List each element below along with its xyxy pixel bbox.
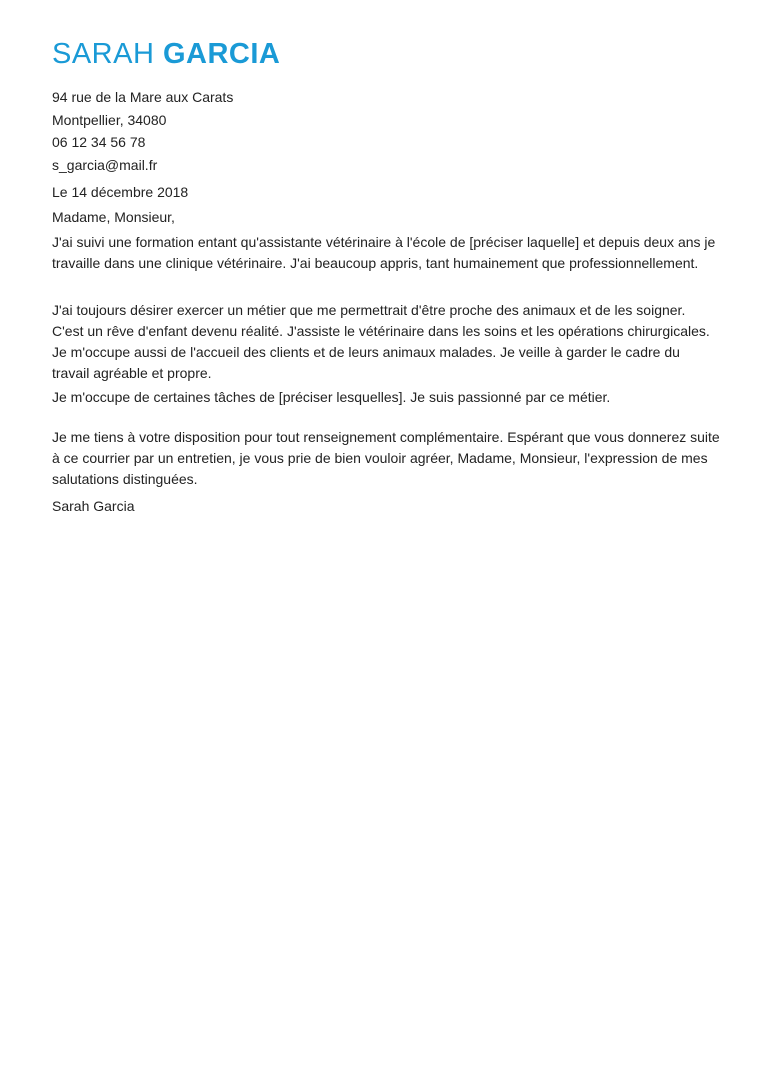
sender-city: Montpellier, 34080 (52, 111, 167, 128)
sender-email: s_garcia@mail.fr (52, 156, 158, 173)
letter-closing-paragraph: Je me tiens à votre disposition pour tout renseignement complémentaire. Espérant que vous donnerez suite à ce courrier par un entretien, je vous prie de bien vouloir agréer, Madame, Monsieur, l'expression de mes salutations distinguées. (52, 429, 720, 487)
letter-salutation: Madame, Monsieur, (52, 209, 175, 225)
letter-paragraph: Je m'occupe de certaines tâches de [préciser lesquelles]. Je suis passionné par ce métier. (52, 389, 611, 405)
sender-first-name: SARAH (52, 38, 155, 70)
letter-paragraph: J'ai toujours désirer exercer un métier que me permettrait d'être proche des animaux et de les soigner. C'est un rêve d'enfant devenu réalité. J'assiste le vétérinaire dans les soins et les opérations chirurgicales. Je m'occupe aussi de l'accueil des clients et de leurs animaux malades. Je veille à garder le cadre du travail agréable et propre. (52, 302, 710, 381)
sender-name-heading (52, 38, 280, 70)
sender-phone: 06 12 34 56 78 (52, 134, 146, 150)
letter-paragraph: J'ai suivi une formation entant qu'assistante vétérinaire à l'école de [préciser laquelle] et depuis deux ans je travaille dans une clinique vétérinaire. J'ai beaucoup appris, tant humainement que professionnellement. (52, 234, 716, 271)
sender-contact-block (52, 86, 233, 176)
sender-last-name: GARCIA (162, 38, 281, 70)
letter-signature: Sarah Garcia (52, 498, 135, 514)
letter-date: Le 14 décembre 2018 (52, 184, 189, 200)
sender-address: 94 rue de la Mare aux Carats (52, 89, 234, 105)
